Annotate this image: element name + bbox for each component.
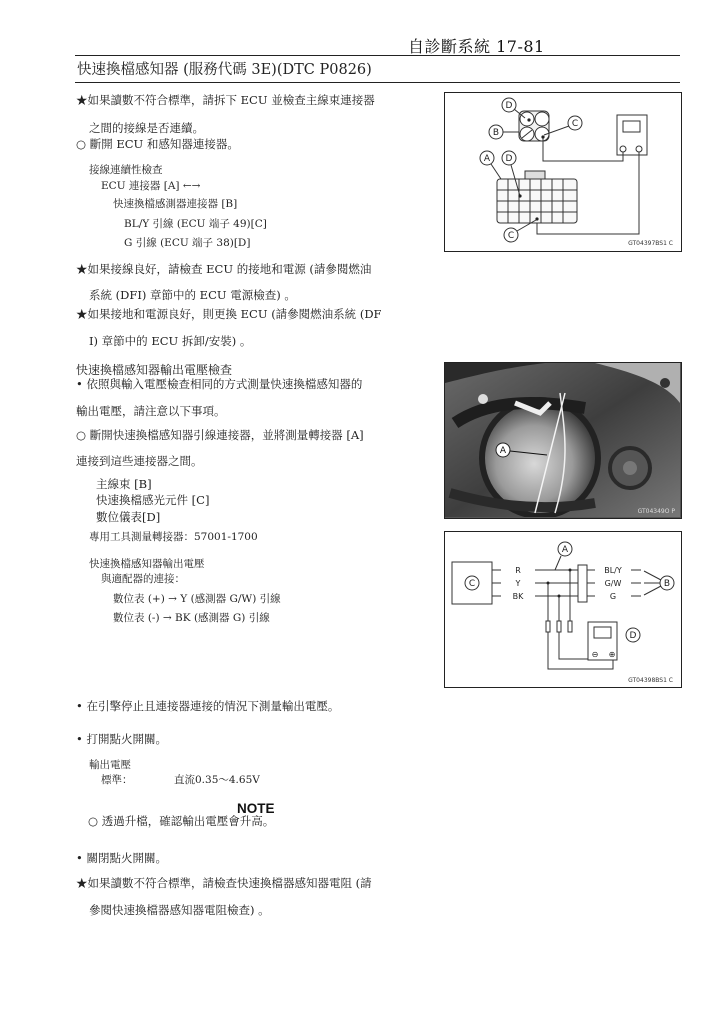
continuity-g-lead: G 引線 (ECU 端子 38)[D] xyxy=(124,237,251,249)
standard-value: 直流0.35～4.65V xyxy=(174,774,260,786)
svg-text:D: D xyxy=(629,631,637,641)
figure-code: GT04398BS1 C xyxy=(628,677,673,684)
svg-text:R: R xyxy=(515,566,521,575)
continuity-check-title: 接線連續性檢查 xyxy=(89,164,163,176)
instruction-continuation: I) 章節中的 ECU 拆卸/安裝) 。 xyxy=(89,334,252,348)
svg-text:G: G xyxy=(609,592,617,601)
figure-output-voltage-circuit xyxy=(444,531,682,688)
svg-text:Y: Y xyxy=(515,579,521,588)
circuit-diagram-svg xyxy=(445,532,680,686)
bullet-ignition-off: • 關閉點火開關。 xyxy=(76,851,167,865)
header-rule-bottom xyxy=(75,82,680,83)
svg-text:⊖: ⊖ xyxy=(591,650,599,659)
svg-text:B: B xyxy=(663,579,671,589)
svg-text:C: C xyxy=(507,231,515,241)
bullet-engine-stopped: • 在引擎停止且連接器連接的情況下測量輸出電壓。 xyxy=(76,699,340,713)
figure-code: GT04397BS1 C xyxy=(628,240,673,247)
spec-title: 快速換檔感知器輸出電壓 xyxy=(89,558,205,570)
instruction-check-ground-power: ★如果接線良好，請檢查 ECU 的接地和電源 (請參閱燃油 xyxy=(76,262,372,276)
continuity-bly-lead: BL/Y 引線 (ECU 端子 49)[C] xyxy=(124,218,267,230)
svg-text:B: B xyxy=(492,128,500,138)
figure-code: GT04349O P xyxy=(637,508,675,515)
svg-text:D: D xyxy=(505,154,513,164)
continuity-sensor-connector: 快速換檔感測器連接器 [B] xyxy=(113,198,238,210)
instruction-check-resistance: ★如果讀數不符合標準，請檢查快速換檔器感知器電阻 (請 xyxy=(76,876,372,890)
header-rule-top xyxy=(75,55,680,56)
note-text: ○ 透過升檔，確認輸出電壓會升高。 xyxy=(88,814,275,828)
note-heading: NOTE xyxy=(237,801,275,816)
svg-text:BK: BK xyxy=(512,592,524,601)
instruction-replace-ecu: ★如果接地和電源良好，則更換 ECU (請參閱燃油系統 (DF xyxy=(76,307,382,321)
svg-text:D: D xyxy=(505,101,513,111)
instruction-continuation: 參閱快速換檔器感知器電阻檢查) 。 xyxy=(89,903,270,917)
svg-text:A: A xyxy=(499,446,507,456)
svg-text:A: A xyxy=(483,154,491,164)
step-disconnect-ecu: ○ 斷開 ECU 和感知器連接器。 xyxy=(76,137,239,151)
legend-main-harness: 主線束 [B] xyxy=(96,477,152,491)
spec-negative-lead: 數位表 (-) → BK (感測器 G) 引線 xyxy=(113,612,270,624)
bullet-ignition-on: • 打開點火開關。 xyxy=(76,732,167,746)
output-voltage-title: 輸出電壓 xyxy=(89,759,131,771)
bullet-measure-output: • 依照與輸入電壓檢查相同的方式測量快速換檔感知器的 xyxy=(76,377,363,391)
svg-text:A: A xyxy=(561,545,569,555)
legend-meter: 數位儀表[D] xyxy=(96,510,161,524)
instruction-replace-check: ★如果讀數不符合標準，請拆下 ECU 並檢查主線束連接器 xyxy=(76,93,375,107)
svg-text:⊕: ⊕ xyxy=(608,650,616,659)
continuity-ecu-connector: ECU 連接器 [A] ←→ xyxy=(101,180,201,192)
svg-text:G/W: G/W xyxy=(604,579,622,588)
instruction-continuation: 系統 (DFI) 章節中的 ECU 電源檢查) 。 xyxy=(89,288,296,302)
section-title: 快速換檔感知器 (服務代碼 3E)(DTC P0826) xyxy=(77,62,372,78)
spec-positive-lead: 數位表 (+) → Y (感測器 G/W) 引線 xyxy=(113,593,281,605)
continuity-diagram-svg xyxy=(445,93,680,250)
engine-photo-svg xyxy=(445,363,680,517)
figure-continuity-diagram xyxy=(444,92,682,252)
step-connect-adapter: ○ 斷開快速換檔感知器引線連接器，並將測量轉接器 [A] xyxy=(76,428,364,442)
step-continuation: 連接到這些連接器之間。 xyxy=(76,454,203,468)
instruction-continuation: 之間的接線是否連續。 xyxy=(89,121,204,135)
bullet-continuation: 輸出電壓，請注意以下事項。 xyxy=(76,404,226,418)
svg-text:C: C xyxy=(571,119,579,129)
standard-label: 標準： xyxy=(101,774,133,786)
svg-text:BL/Y: BL/Y xyxy=(604,566,622,575)
spec-connection-label: 與適配器的連接： xyxy=(101,573,185,585)
special-tool: 專用工具測量轉接器：57001-1700 xyxy=(89,531,258,543)
figure-engine-photo xyxy=(444,362,682,519)
legend-sensor: 快速換檔感光元件 [C] xyxy=(96,493,210,507)
subsection-title: 快速換檔感知器輸出電壓檢查 xyxy=(76,363,233,377)
page-reference: 自診斷系統 17-81 xyxy=(408,37,545,56)
svg-text:C: C xyxy=(468,579,476,589)
